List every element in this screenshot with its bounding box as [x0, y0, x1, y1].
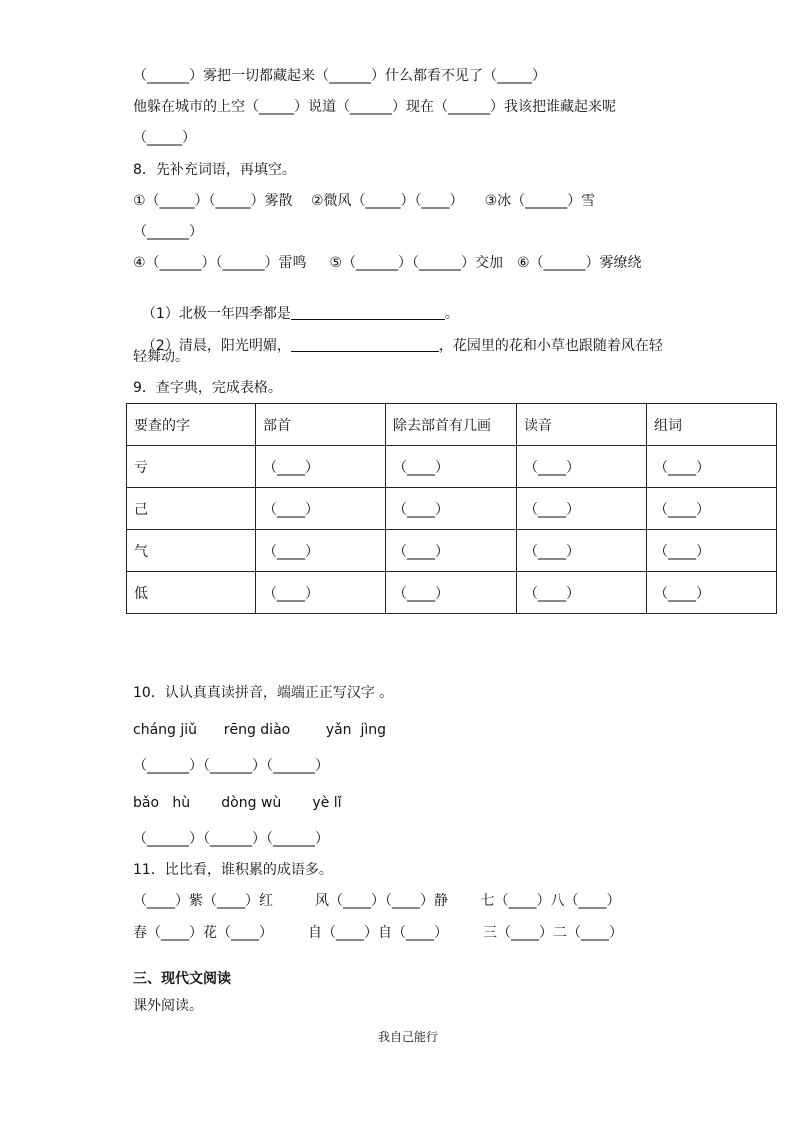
- answer-cell[interactable]: （____）: [647, 446, 777, 488]
- sentence-prefix: （2）清晨，阳光明媚，: [141, 338, 291, 354]
- lookup-char: 低: [127, 572, 256, 614]
- question-8-sentence-2: [133, 316, 663, 356]
- answer-cell[interactable]: （____）: [386, 530, 517, 572]
- question-8-words-b: （______）: [133, 224, 203, 240]
- question-11-title: 11．比比看，谁积累的成语多。: [133, 862, 333, 878]
- lookup-char: 亏: [127, 446, 256, 488]
- answer-line[interactable]: （______）（______）（______）: [133, 758, 329, 774]
- answer-cell[interactable]: （____）: [517, 572, 647, 614]
- answer-cell[interactable]: （____）: [256, 530, 386, 572]
- column-header: 要查的字: [127, 404, 256, 446]
- reading-intro: 课外阅读。: [133, 998, 203, 1014]
- answer-cell[interactable]: （____）: [517, 488, 647, 530]
- question-9-title: 9．查字典，完成表格。: [133, 380, 282, 396]
- answer-cell[interactable]: （____）: [647, 572, 777, 614]
- column-header: 除去部首有几画: [386, 404, 517, 446]
- column-header: 读音: [517, 404, 647, 446]
- question-10-title: 10．认认真真读拼音，端端正正写汉字 。: [133, 685, 394, 701]
- question-8-words-c: ④（______）（______）雷鸣 ⑤（______）（______）交加 ⑥（______）雾缭绕: [133, 255, 642, 271]
- table-row: [127, 572, 777, 614]
- column-header: 组词: [647, 404, 777, 446]
- text-line: （_____）: [133, 130, 196, 146]
- lookup-char: 己: [127, 488, 256, 530]
- pinyin-line: cháng jiǔ rēng diào yǎn jìng: [133, 722, 386, 738]
- text-line: 轻舞动。: [133, 349, 189, 365]
- answer-cell[interactable]: （____）: [386, 446, 517, 488]
- answer-cell[interactable]: （____）: [647, 488, 777, 530]
- answer-blank[interactable]: [291, 337, 439, 352]
- text-line: 他躲在城市的上空（_____）说道（______）现在（______）我该把谁藏起来呢: [133, 99, 616, 115]
- answer-cell[interactable]: （____）: [256, 446, 386, 488]
- sentence-suffix: 。: [444, 306, 459, 322]
- answer-cell[interactable]: （____）: [647, 530, 777, 572]
- answer-cell[interactable]: （____）: [386, 488, 517, 530]
- reading-title: 我自己能行: [378, 1030, 439, 1044]
- pinyin-line: bǎo hù dòng wù yè lǐ: [133, 795, 342, 811]
- sentence-prefix: （1）北极一年四季都是: [141, 306, 291, 322]
- answer-cell[interactable]: （____）: [517, 530, 647, 572]
- section-heading: 三、现代文阅读: [133, 971, 231, 987]
- answer-cell[interactable]: （____）: [256, 572, 386, 614]
- answer-cell[interactable]: （____）: [256, 488, 386, 530]
- idiom-line: 春（____）花（____） 自（____）自（____） 三（____）二（____）: [133, 925, 623, 941]
- question-8-words-a: ①（_____）（_____）雾散 ②微风（_____）（____） ③冰（______）雪: [133, 193, 596, 209]
- column-header: 部首: [256, 404, 386, 446]
- answer-line[interactable]: （______）（______）（______）: [133, 831, 329, 847]
- sentence-suffix: ，花园里的花和小草也跟随着风在轻: [438, 338, 663, 354]
- lookup-char: 气: [127, 530, 256, 572]
- table-row: [127, 446, 777, 488]
- table-header-row: [127, 404, 777, 446]
- answer-cell[interactable]: （____）: [386, 572, 517, 614]
- question-8-title: 8．先补充词语，再填空。: [133, 162, 296, 178]
- answer-cell[interactable]: （____）: [517, 446, 647, 488]
- table-row: [127, 530, 777, 572]
- dictionary-table: [126, 403, 777, 614]
- idiom-line: （____）紫（____）红 风（____）（____）静 七（____）八（____）: [133, 893, 621, 909]
- text-line: （______）雾把一切都藏起来（______）什么都看不见了（_____）: [133, 68, 546, 84]
- table-row: [127, 488, 777, 530]
